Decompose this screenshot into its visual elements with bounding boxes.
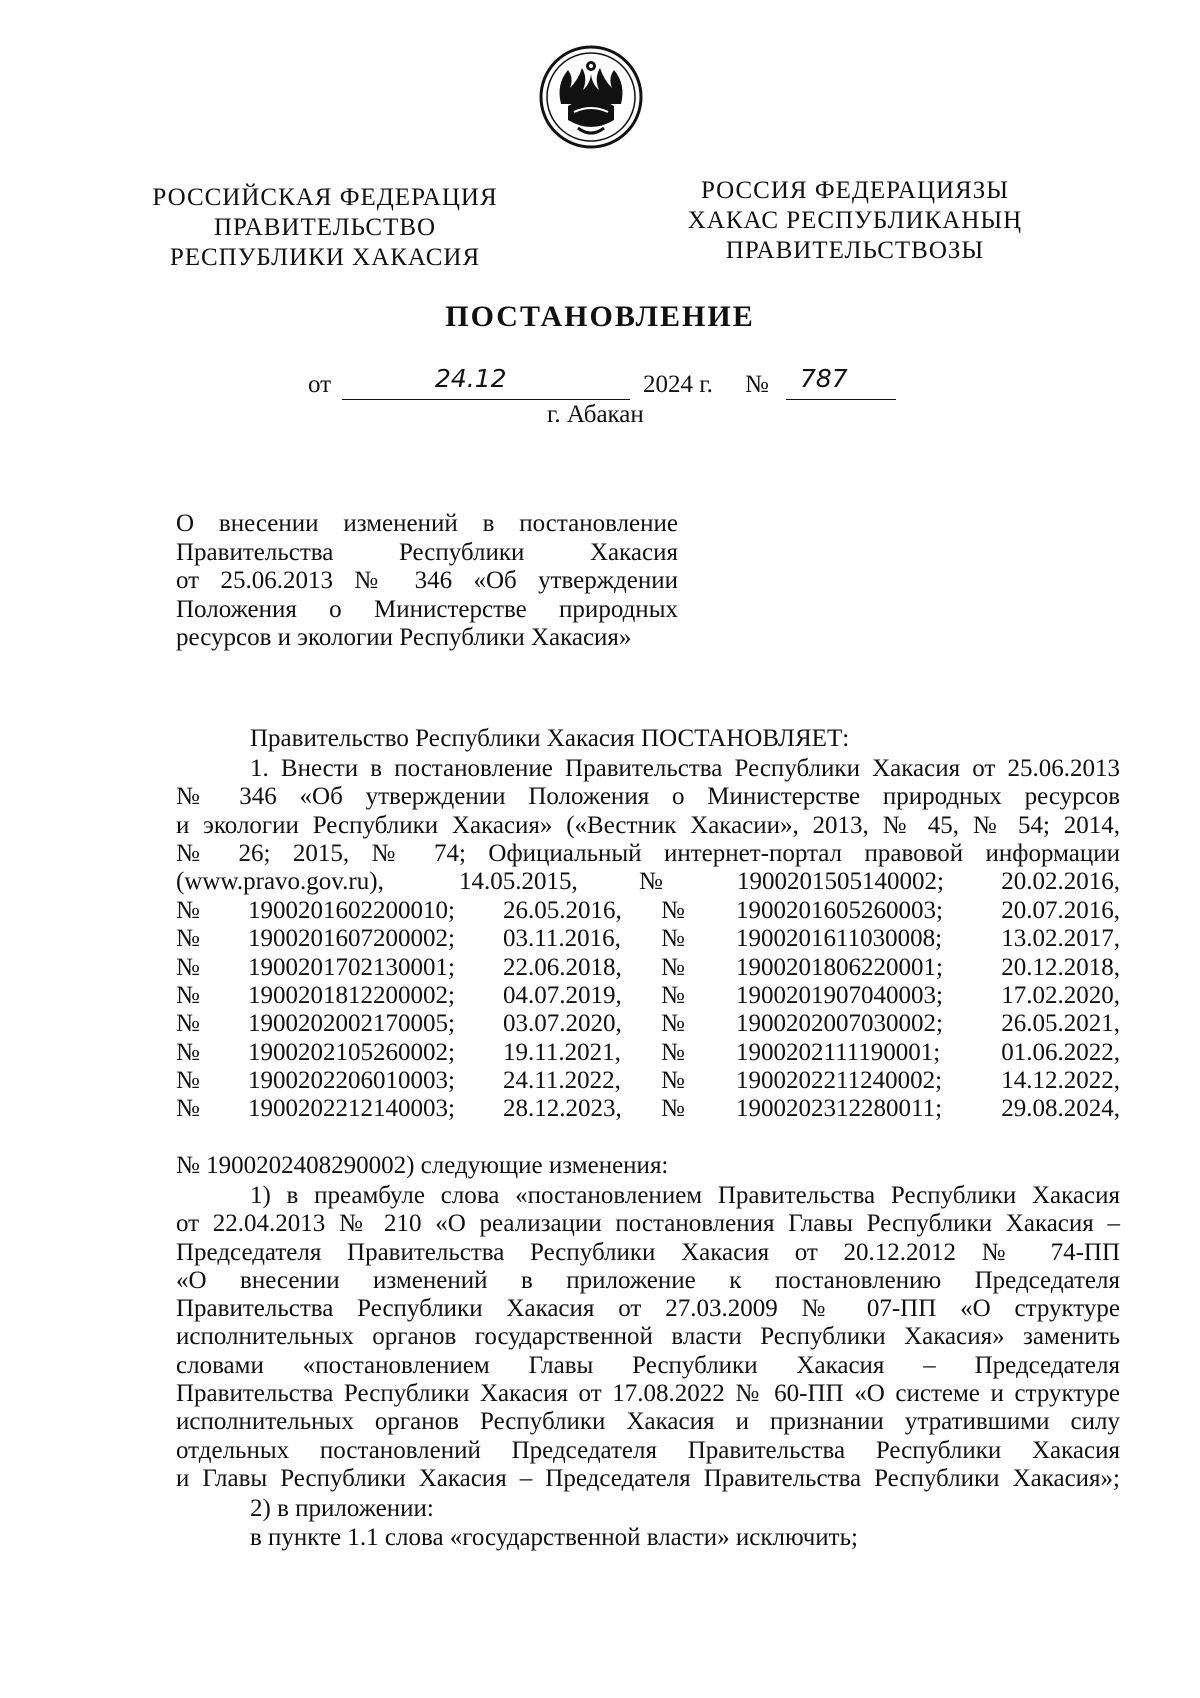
paragraph-1 xyxy=(176,755,1120,868)
header-right xyxy=(680,176,1030,266)
subparagraph-line: отдельных постановлений Председателя Правительства Республики Хакасия xyxy=(176,1436,1120,1464)
subparagraph-line: словами «постановлением Главы Республики Хакасия – Председателя xyxy=(176,1351,1120,1379)
row-number-2: 1900201806220001; xyxy=(736,953,943,981)
pravo-date: 14.05.2015, xyxy=(459,868,578,895)
table-row xyxy=(176,1067,1120,1095)
row-date-2: 01.06.2022, xyxy=(1001,1038,1120,1066)
subject-line: ресурсов и экологии Республики Хакасия» xyxy=(176,624,632,651)
table-row xyxy=(176,897,1120,925)
date-handwritten: 24.12 xyxy=(435,364,507,393)
subparagraph-line: Правительства Республики Хакасия от 17.08.2022 № 60-ПП «О системе и структуре xyxy=(176,1380,1120,1408)
row-no-sign-2: № xyxy=(661,953,685,981)
row-date-1: 04.07.2019, xyxy=(503,981,622,1009)
header-left-line: РОССИЙСКАЯ ФЕДЕРАЦИЯ xyxy=(152,184,498,211)
number-label: № xyxy=(745,371,769,398)
row-number-1: 1900202105260002; xyxy=(248,1038,455,1066)
table-row xyxy=(176,1095,1120,1123)
row-date-1: 24.11.2022, xyxy=(503,1066,621,1094)
row-no-sign: № xyxy=(176,1010,200,1038)
header-right-line: РОССИЯ ФЕДЕРАЦИЯЗЫ xyxy=(700,177,1010,204)
pravo-number: 1900201505140002; xyxy=(737,868,944,895)
row-number-2: 1900202111190001; xyxy=(736,1038,941,1066)
document-title: ПОСТАНОВЛЕНИЕ xyxy=(445,300,755,333)
row-number-1: 1900201607200002; xyxy=(248,925,455,953)
row-number-1: 1900201602200010; xyxy=(248,897,455,924)
number-handwritten: 787 xyxy=(800,364,848,393)
subparagraph-1 xyxy=(176,1182,1120,1493)
row-number-1: 1900202206010003; xyxy=(248,1066,455,1094)
row-date-1: 22.06.2018, xyxy=(503,953,622,981)
paragraph-line: 1. Внести в постановление Правительства Республики Хакасия от 25.06.2013 xyxy=(250,755,1120,782)
row-number-2: 1900201907040003; xyxy=(736,981,943,1009)
row-no-sign: № xyxy=(176,1095,200,1123)
header-left-line: РЕСПУБЛИКИ ХАКАСИЯ xyxy=(169,244,481,271)
row-date-1: 03.07.2020, xyxy=(503,1010,622,1038)
header-left-line: ПРАВИТЕЛЬСТВО xyxy=(213,214,437,241)
table-row xyxy=(176,954,1120,982)
row-no-sign-2: № xyxy=(661,1066,685,1094)
row-date-1: 26.05.2016, xyxy=(503,897,622,924)
row-date-2: 17.02.2020, xyxy=(1001,981,1120,1009)
subparagraph-line: 1) в преамбуле слова «постановлением Правительства Республики Хакасия xyxy=(250,1182,1120,1209)
paragraph-line: и экологии Республики Хакасия» («Вестник Хакасии», 2013, № 45, № 54; 2014, xyxy=(176,811,1120,839)
header-right-line: ПРАВИТЕЛЬСТВОЗЫ xyxy=(725,237,985,264)
row-date-2: 26.05.2021, xyxy=(1001,1010,1120,1038)
row-number-2: 1900201605260003; xyxy=(736,897,943,924)
row-date-1: 28.12.2023, xyxy=(503,1095,622,1123)
subject-line: О внесении изменений в постановление xyxy=(176,510,678,537)
row-date-2: 13.02.2017, xyxy=(1001,925,1120,953)
row-date-1: 19.11.2021, xyxy=(503,1038,621,1066)
subparagraph-line: и Главы Республики Хакасия – Председателя Правительства Республики Хакасия»; xyxy=(176,1464,1120,1492)
subparagraph-line: от 22.04.2013 № 210 «О реализации постановления Главы Республики Хакасия – xyxy=(176,1210,1120,1238)
row-number-1: 1900201702130001; xyxy=(248,953,455,981)
table-row xyxy=(176,925,1120,953)
subject-line: от 25.06.2013 № 346 «Об утверждении xyxy=(176,567,678,594)
table-row xyxy=(176,982,1120,1010)
row-date-2: 14.12.2022, xyxy=(1001,1066,1120,1094)
body-intro: Правительство Республики Хакасия ПОСТАНОВЛЯЕТ: xyxy=(250,725,850,752)
subject-block xyxy=(176,510,678,653)
row-no-sign: № xyxy=(176,953,200,981)
row-number-1: 1900202002170005; xyxy=(248,1010,455,1038)
date-from-label: от xyxy=(308,371,332,398)
header-left xyxy=(140,183,510,273)
row-date-2: 20.12.2018, xyxy=(1001,953,1120,981)
row-no-sign: № xyxy=(176,981,200,1009)
table-row xyxy=(176,1039,1120,1067)
row-number-1: 1900201812200002; xyxy=(248,981,455,1009)
row-date-1: 03.11.2016, xyxy=(503,925,621,953)
subject-line: Положения о Министерстве природных xyxy=(176,595,678,623)
header-right-line: ХАКАС РЕСПУБЛИКАНЫҢ xyxy=(687,207,1023,234)
row-number-2: 1900202312280011; xyxy=(736,1095,943,1123)
table-row xyxy=(176,1010,1120,1038)
paragraph-1-end: № 1900202408290002) следующие изменения: xyxy=(176,1152,669,1179)
pravo-row xyxy=(176,868,1120,896)
subparagraph-line: исполнительных органов государственной власти Республики Хакасия» заменить xyxy=(176,1323,1120,1351)
subparagraph-2-item: в пункте 1.1 слова «государственной власти» исключить; xyxy=(250,1524,858,1551)
row-no-sign-2: № xyxy=(661,897,685,924)
pravo-no-sign: № xyxy=(639,868,663,895)
row-no-sign: № xyxy=(176,1066,200,1094)
paragraph-line: № 26; 2015, № 74; Официальный интернет-портал правовой информации xyxy=(176,839,1120,867)
coat-of-arms-emblem xyxy=(538,44,644,150)
pravo-site: (www.pravo.gov.ru), xyxy=(176,868,384,895)
pravo-date-2: 20.02.2016, xyxy=(1001,868,1120,895)
subject-line: Правительства Республики Хакасия xyxy=(176,538,678,566)
row-no-sign: № xyxy=(176,925,200,953)
row-no-sign-2: № xyxy=(661,981,685,1009)
subparagraph-line: «О внесении изменений в приложение к постановлению Председателя xyxy=(176,1266,1120,1294)
row-no-sign-2: № xyxy=(661,925,685,953)
row-number-2: 1900201611030008; xyxy=(736,925,943,953)
paragraph-line: № 346 «Об утверждении Положения о Министерстве природных ресурсов xyxy=(176,783,1120,811)
row-date-2: 29.08.2024, xyxy=(1001,1095,1120,1123)
row-no-sign-2: № xyxy=(661,1010,685,1038)
row-number-2: 1900202211240002; xyxy=(736,1066,943,1094)
row-no-sign: № xyxy=(176,1038,200,1066)
row-number-2: 1900202007030002; xyxy=(736,1010,943,1038)
year-label: 2024 г. xyxy=(643,371,713,398)
row-no-sign-2: № xyxy=(661,1095,685,1123)
row-date-2: 20.07.2016, xyxy=(1001,897,1120,924)
subparagraph-line: Председателя Правительства Республики Хакасия от 20.12.2012 № 74-ПП xyxy=(176,1238,1120,1266)
row-no-sign: № xyxy=(176,897,200,924)
city: г. Абакан xyxy=(547,401,644,428)
subparagraph-line: Правительства Республики Хакасия от 27.03.2009 № 07-ПП «О структуре xyxy=(176,1295,1120,1323)
subparagraph-2: 2) в приложении: xyxy=(250,1495,434,1522)
subparagraph-line: исполнительных органов Республики Хакасия и признании утратившими силу xyxy=(176,1408,1120,1436)
row-no-sign-2: № xyxy=(661,1038,685,1066)
row-number-1: 1900202212140003; xyxy=(248,1095,455,1123)
